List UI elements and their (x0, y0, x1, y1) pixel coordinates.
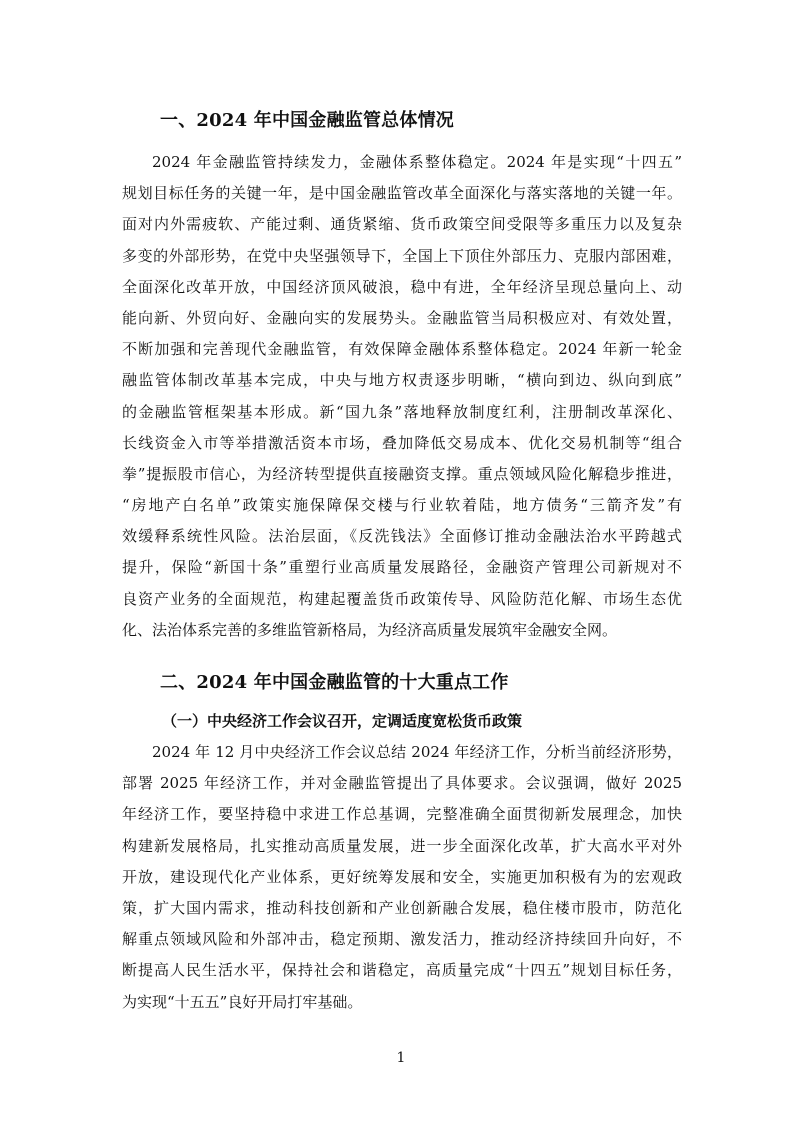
paragraph-line: “房地产白名单”政策实施保障保交楼与行业软着陆，地方债务“三箭齐发”有 (122, 496, 682, 515)
paragraph-line: 提升，保险“新国十条”重塑行业高质量发展路径，金融资产管理公司新规对不 (122, 558, 682, 577)
paragraph-line: 拳”提振股市信心，为经济转型提供直接融资支撑。重点领域风险化解稳步推进， (122, 464, 682, 483)
paragraph-line: 全面深化改革开放，中国经济顶风破浪，稳中有进，全年经济呈现总量向上、动 (122, 277, 682, 296)
paragraph-line: 不断加强和完善现代金融监管，有效保障金融体系整体稳定。2024 年新一轮金 (122, 340, 682, 359)
paragraph-line: 年经济工作，要坚持稳中求进工作总基调，完整准确全面贯彻新发展理念，加快 (122, 805, 682, 824)
paragraph-line: 规划目标任务的关键一年，是中国金融监管改革全面深化与落实落地的关键一年。 (122, 184, 682, 203)
paragraph-line: 化、法治体系完善的多维监管新格局，为经济高质量发展筑牢金融安全网。 (122, 620, 618, 639)
paragraph-line: 构建新发展格局，扎实推动高质量发展，进一步全面深化改革，扩大高水平对外 (122, 836, 682, 855)
paragraph-line: 效缓释系统性风险。法治层面，《反洗钱法》全面修订推动金融法治水平跨越式 (122, 527, 682, 546)
paragraph-line: 能向新、外贸向好、金融向实的发展势头。金融监管当局积极应对、有效处置， (122, 308, 682, 327)
subsection-1-paragraph (122, 737, 682, 1018)
section-1-heading: 一、2024 年中国金融监管总体情况 (160, 110, 454, 131)
paragraph-line: 部署 2025 年经济工作，并对金融监管提出了具体要求。会议强调，做好 2025 (122, 774, 682, 793)
section-2-heading: 二、2024 年中国金融监管的十大重点工作 (160, 672, 509, 693)
paragraph-line: 为实现“十五五”良好开局打牢基础。 (122, 992, 363, 1011)
paragraph-line: 的金融监管框架基本形成。新“国九条”落地释放制度红利，注册制改革深化、 (122, 402, 682, 421)
paragraph-line: 断提高人民生活水平，保持社会和谐稳定，高质量完成“十四五”规划目标任务， (122, 961, 682, 980)
paragraph-line: 2024 年 12 月中央经济工作会议总结 2024 年经济工作，分析当前经济形势， (152, 743, 682, 761)
paragraph-line: 2024 年金融监管持续发力，金融体系整体稳定。2024 年是实现“十四五” (152, 153, 682, 171)
section-1-paragraph (122, 147, 682, 646)
paragraph-line: 长线资金入市等举措激活资本市场，叠加降低交易成本、优化交易机制等“组合 (122, 433, 682, 452)
paragraph-line: 融监管体制改革基本完成，中央与地方权责逐步明晰，“横向到边、纵向到底” (122, 371, 682, 390)
paragraph-line: 良资产业务的全面规范，构建起覆盖货币政策传导、风险防范化解、市场生态优 (122, 589, 682, 608)
paragraph-line: 多变的外部形势，在党中央坚强领导下，全国上下顶住外部压力、克服内部困难， (122, 246, 682, 265)
subsection-1-heading: （一）中央经济工作会议召开，定调适度宽松货币政策 (162, 712, 523, 730)
paragraph-line: 解重点领域风险和外部冲击，稳定预期、激发活力，推动经济持续回升向好，不 (122, 930, 682, 949)
page-number: 1 (396, 1050, 406, 1066)
paragraph-line: 策，扩大国内需求，推动科技创新和产业创新融合发展，稳住楼市股市，防范化 (122, 898, 682, 917)
paragraph-line: 开放，建设现代化产业体系，更好统筹发展和安全，实施更加积极有为的宏观政 (122, 867, 682, 886)
paragraph-line: 面对内外需疲软、产能过剩、通货紧缩、货币政策空间受限等多重压力以及复杂 (122, 215, 682, 234)
